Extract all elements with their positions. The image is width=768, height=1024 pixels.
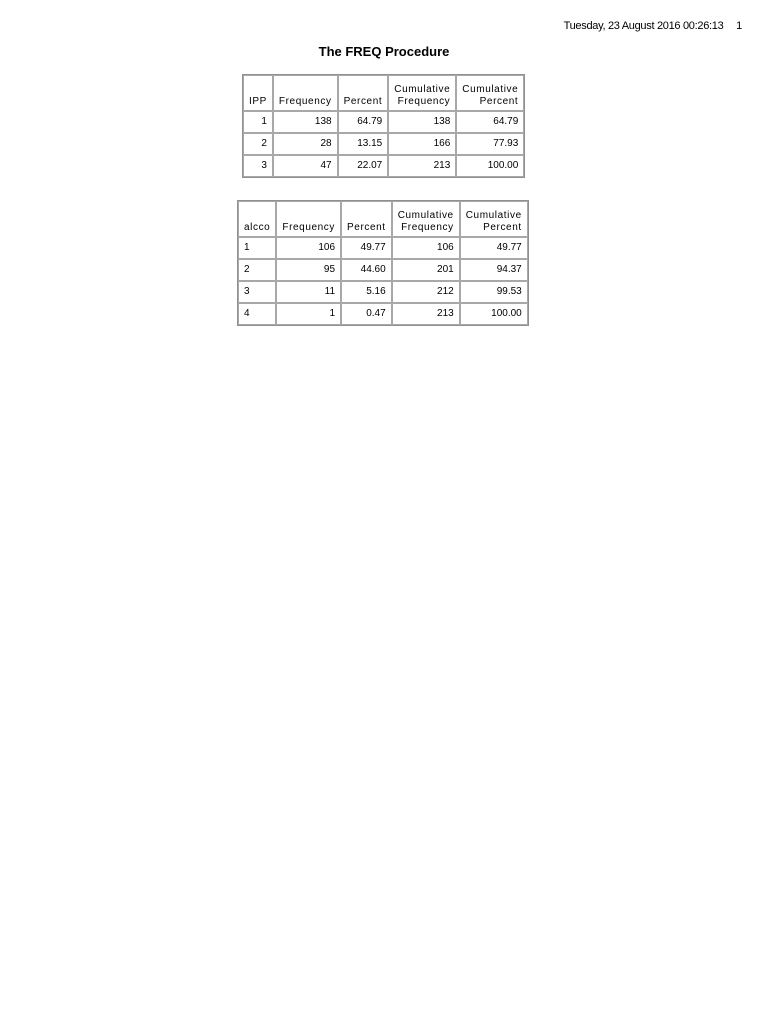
cell-percent: 64.79 — [338, 111, 389, 133]
table-header-row — [238, 201, 528, 237]
table-row — [238, 303, 528, 325]
cell-value: 3 — [243, 155, 273, 177]
column-header-cumulative-percent: Cumulative Percent — [460, 201, 528, 237]
cell-frequency: 28 — [273, 133, 338, 155]
cell-value: 2 — [238, 259, 276, 281]
page-header — [564, 20, 742, 32]
table-body — [243, 111, 524, 177]
column-header-cumulative-percent: Cumulative Percent — [456, 75, 524, 111]
report-datetime: Tuesday, 23 August 2016 00:26:13 — [563, 20, 724, 32]
cell-cumulative-frequency: 213 — [388, 155, 456, 177]
column-header-frequency: Frequency — [276, 201, 341, 237]
cell-frequency: 95 — [276, 259, 341, 281]
cell-value: 1 — [238, 237, 276, 259]
table-row — [243, 155, 524, 177]
cell-percent: 49.77 — [341, 237, 392, 259]
table-row — [238, 259, 528, 281]
cell-cumulative-percent: 100.00 — [460, 303, 528, 325]
cell-value: 1 — [243, 111, 273, 133]
table-header-row — [243, 75, 524, 111]
cell-percent: 44.60 — [341, 259, 392, 281]
cell-cumulative-frequency: 106 — [392, 237, 460, 259]
column-header-variable: alcco — [238, 201, 276, 237]
table-row — [243, 133, 524, 155]
table-body — [238, 237, 528, 325]
cell-cumulative-percent: 99.53 — [460, 281, 528, 303]
cell-cumulative-percent: 94.37 — [460, 259, 528, 281]
cell-frequency: 138 — [273, 111, 338, 133]
cell-cumulative-percent: 100.00 — [456, 155, 524, 177]
cell-cumulative-percent: 64.79 — [456, 111, 524, 133]
cell-percent: 22.07 — [338, 155, 389, 177]
cell-cumulative-frequency: 138 — [388, 111, 456, 133]
cell-cumulative-frequency: 213 — [392, 303, 460, 325]
cell-cumulative-percent: 77.93 — [456, 133, 524, 155]
cell-cumulative-percent: 49.77 — [460, 237, 528, 259]
table-row — [238, 281, 528, 303]
cell-percent: 13.15 — [338, 133, 389, 155]
cell-cumulative-frequency: 212 — [392, 281, 460, 303]
cell-cumulative-frequency: 201 — [392, 259, 460, 281]
cell-frequency: 11 — [276, 281, 341, 303]
cell-percent: 0.47 — [341, 303, 392, 325]
cell-frequency: 1 — [276, 303, 341, 325]
cell-frequency: 106 — [276, 237, 341, 259]
procedure-title: The FREQ Procedure — [318, 44, 450, 59]
frequency-table-ipp — [242, 74, 525, 178]
cell-value: 4 — [238, 303, 276, 325]
cell-cumulative-frequency: 166 — [388, 133, 456, 155]
cell-percent: 5.16 — [341, 281, 392, 303]
column-header-cumulative-frequency: Cumulative Frequency — [392, 201, 460, 237]
column-header-percent: Percent — [338, 75, 389, 111]
column-header-variable: IPP — [243, 75, 273, 111]
column-header-frequency: Frequency — [273, 75, 338, 111]
cell-frequency: 47 — [273, 155, 338, 177]
column-header-percent: Percent — [341, 201, 392, 237]
table-row — [238, 237, 528, 259]
cell-value: 2 — [243, 133, 273, 155]
table-row — [243, 111, 524, 133]
page-number: 1 — [736, 20, 742, 32]
frequency-table-alcco — [237, 200, 529, 326]
cell-value: 3 — [238, 281, 276, 303]
column-header-cumulative-frequency: Cumulative Frequency — [388, 75, 456, 111]
